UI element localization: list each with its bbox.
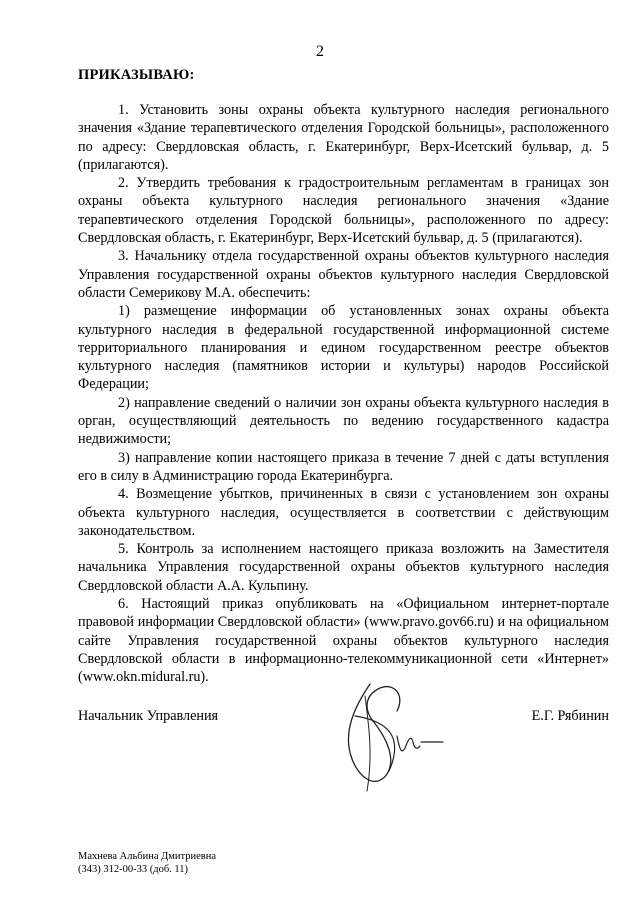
signer-name: Е.Г. Рябинин (531, 708, 609, 724)
contact-footer (78, 850, 216, 876)
paragraph-2: 2. Утвердить требования к градостроительным регламентам в границах зон охраны объекта культурного наследия регионального значения «Здание терапевтического отделения Городской больницы», расположенного по адресу: Свердловская область, г. Екатеринбург, Верх-Исетский бульвар, д. 5 (прилагаются). (78, 175, 609, 247)
paragraph-3: 3. Начальнику отдела государственной охраны объектов культурного наследия Управления государственной охраны объектов культурного наследия Свердловской области Семерикову М.А. обеспечить: (78, 248, 609, 301)
handwritten-signature (325, 676, 455, 806)
order-heading: ПРИКАЗЫВАЮ: (78, 67, 195, 83)
page-number: 2 (316, 43, 324, 60)
paragraph-3-1: 1) размещение информации об установленных зонах охраны объекта культурного наследия в федеральной государственной информационной системе территориального планирования и едином государственном реестре объектов культурного наследия (памятников истории и культуры) народов Российской Федерации; (78, 303, 609, 393)
paragraph-1: 1. Установить зоны охраны объекта культурного наследия регионального значения «Здание терапевтического отделения Городской больницы», расположенного по адресу: Свердловская область, г. Екатеринбург, Верх-Исетский бульвар, д. 5 (прилагаются). (78, 102, 609, 173)
contact-name: Махнева Альбина Дмитриевна (78, 851, 217, 862)
contact-phone: (343) 312-00-33 (доб. 11) (78, 864, 189, 875)
paragraph-6: 6. Настоящий приказ опубликовать на «Официальном интернет-портале правовой информации Свердловской области» (www.pravo.gov66.ru) и на официальном сайте Управления государственной охраны объектов культурного наследия Свердловской области в информационно-телекоммуникационной сети «Интернет» (www.okn.midural.ru). (78, 596, 609, 686)
paragraph-5: 5. Контроль за исполнением настоящего приказа возложить на Заместителя начальника Управления государственной охраны объектов культурного наследия Свердловской области А.А. Кульпину. (78, 541, 609, 594)
paragraph-4: 4. Возмещение убытков, причиненных в связи с установлением зон охраны объекта культурного наследия, осуществляется в соответствии с действующим законодательством. (78, 486, 609, 539)
signer-position: Начальник Управления (78, 708, 219, 724)
paragraph-3-2: 2) направление сведений о наличии зон охраны объекта культурного наследия в орган, осуществляющий деятельность по ведению государственного кадастра недвижимости; (78, 394, 609, 448)
order-body (78, 101, 609, 687)
paragraph-3-3: 3) направление копии настоящего приказа в течение 7 дней с даты вступления его в силу в Администрацию города Екатеринбурга. (78, 449, 609, 484)
